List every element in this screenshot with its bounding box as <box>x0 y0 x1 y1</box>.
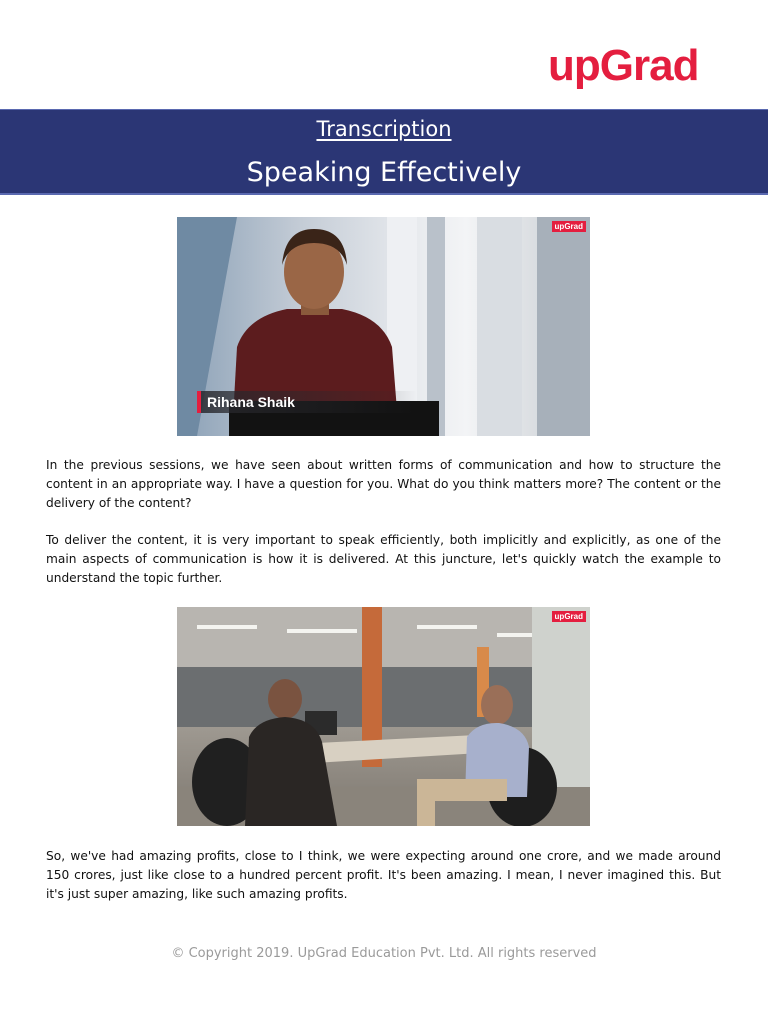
section-subtitle: Transcription <box>316 117 452 141</box>
conversation-video-still <box>177 607 590 826</box>
video-brand-badge: upGrad <box>552 221 586 232</box>
paragraph-3: So, we've had amazing profits, close to I think, we were expecting around one crore, and we made around 150 crores, just like close to a hundred percent profit. It's been amazing. I mean, I never imagined this. But it's just super amazing, like such amazing profits. <box>46 849 721 901</box>
video-brand-badge: upGrad <box>552 611 586 622</box>
speaker-name-caption: Rihana Shaik <box>197 391 417 413</box>
title-banner <box>0 109 768 195</box>
paragraph-2: To deliver the content, it is very important to speak efficiently, both implicitly and explicitly, as one of the main aspects of communication is how it is delivered. At this juncture, let's quickly watch the example to understand the topic further. <box>46 533 721 585</box>
paragraph-1: In the previous sessions, we have seen about written forms of communication and how to structure the content in an appropriate way. I have a question for you. What do you think matters more? The content or the delivery of the content? <box>46 458 721 510</box>
page-title: Speaking Effectively <box>246 157 522 188</box>
copyright-footer: © Copyright 2019. UpGrad Education Pvt. Ltd. All rights reserved <box>171 946 597 961</box>
presenter-video-still <box>177 217 590 436</box>
upgrad-logo: upGrad <box>548 41 699 90</box>
office-illustration <box>177 607 590 826</box>
